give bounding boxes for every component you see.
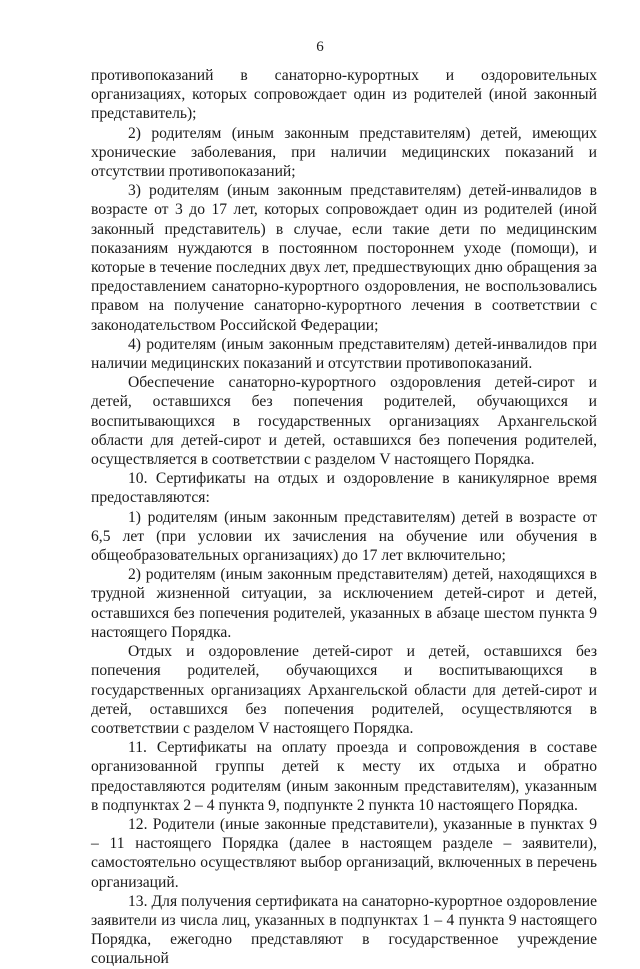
paragraph-point-11: 11. Сертификаты на оплату проезда и сопровождения в составе организованной группы детей к месту их отдыха и обратно предоставляются родителям (иным законным представителям), указанным в подпунктах 2 – 4 пункта 9, подпункте 2 пункта 10 настоящего Порядка.: [91, 739, 597, 814]
document-body: [91, 66, 597, 969]
paragraph-item-9-3: 3) родителям (иным законным представителям) детей-инвалидов в возрасте от 3 до 17 лет, которых сопровождает один из родителей (иной законный представитель) в случае, если такие дети по медицинским показаниям нуждаются в постоянном постороннем уходе (помощи), и которые в течение последних двух лет, предшествующих дню обращения за предоставлением санаторно-курортного оздоровления, не воспользовались правом на получение санаторно-курортного лечения в соответствии с законодательством Российской Федерации;: [91, 182, 597, 334]
paragraph-point-10: 10. Сертификаты на отдых и оздоровление в каникулярное время предоставляются:: [91, 470, 597, 507]
paragraph-continuation: противопоказаний в санаторно-курортных и оздоровительных организациях, которых сопровождает один из родителей (иной законный представитель);: [91, 67, 597, 123]
paragraph-item-10-1: 1) родителям (иным законным представителям) детей в возрасте от 6,5 лет (при условии их зачисления на обучение или обучения в общеобразовательных организациях) до 17 лет включительно;: [91, 508, 597, 565]
paragraph-point-12: 12. Родители (иные законные представители), указанные в пунктах 9 – 11 настоящего Порядка (далее в настоящем разделе – заявители), самостоятельно осуществляют выбор организаций, включенных в перечень организаций.: [91, 815, 597, 891]
page-number: 6: [316, 39, 324, 55]
paragraph-orphans-sanatorium: Обеспечение санаторно-курортного оздоровления детей-сирот и детей, оставшихся без попечения родителей, обучающихся и воспитывающихся в государственных организациях Архангельской области для детей-сирот и детей, оставшихся без попечения родителей, осуществляется в соответствии с разделом V настоящего Порядка.: [91, 374, 597, 469]
paragraph-item-9-4: 4) родителям (иным законным представителям) детей-инвалидов при наличии медицинских показаний и отсутствии противопоказаний.: [91, 335, 597, 373]
paragraph-orphans-rest: Отдых и оздоровление детей-сирот и детей, оставшихся без попечения родителей, обучающихся и воспитывающихся в государственных организациях Архангельской области для детей-сирот и детей, оставшихся без попечения родителей, осуществляются в соответствии с разделом V настоящего Порядка.: [91, 643, 597, 737]
paragraph-item-10-2: 2) родителям (иным законным представителям) детей, находящихся в трудной жизненной ситуации, за исключением детей-сирот и детей, оставшихся без попечения родителей, указанных в абзаце шестом пункта 9 настоящего Порядка.: [91, 566, 597, 641]
paragraph-item-9-2: 2) родителям (иным законным представителям) детей, имеющих хронические заболевания, при наличии медицинских показаний и отсутствии противопоказаний;: [91, 124, 597, 181]
paragraph-point-13: 13. Для получения сертификата на санаторно-курортное оздоровление заявители из числа лиц, указанных в подпунктах 1 – 4 пункта 9 настоящего Порядка, ежегодно представляют в государственное учреждение социальной: [91, 892, 597, 968]
